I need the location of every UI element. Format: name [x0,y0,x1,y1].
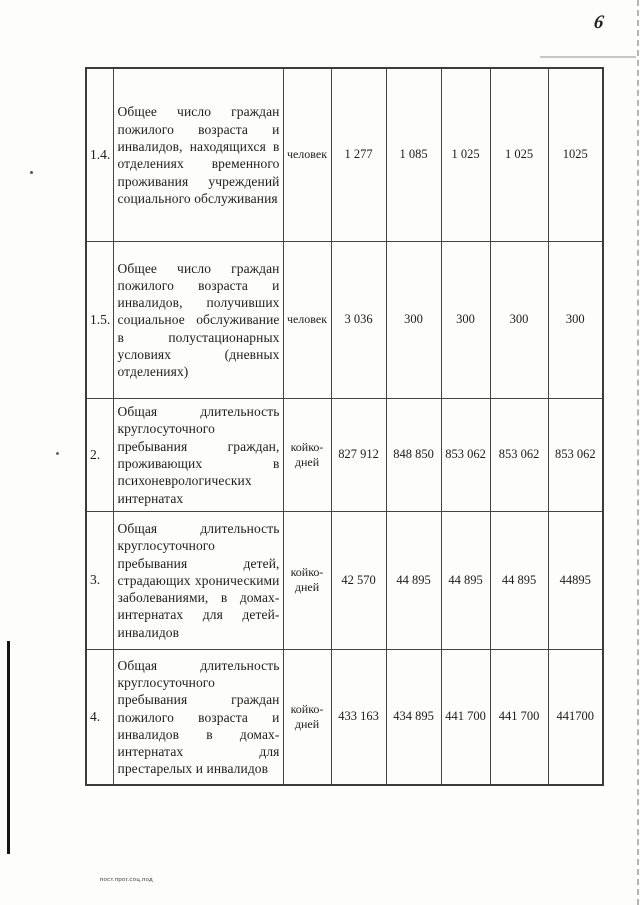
value-cell: 44 895 [386,511,441,649]
description-cell: Общая длительность круглосуточного пребывания граждан, проживающих в психоневрологических интернатах [113,398,283,511]
value-cell: 848 850 [386,398,441,511]
description-cell: Общее число граждан пожилого возраста и инвалидов, получивших социальное обслуживание в полустационарных условиях (дневных отделениях) [113,241,283,398]
description-cell: Общая длительность круглосуточного пребывания граждан пожилого возраста и инвалидов в домах-интернатах для престарелых и инвалидов [113,649,283,785]
row-number-cell: 3. [86,511,113,649]
value-cell: 441700 [548,649,603,785]
table-row [86,241,603,398]
description-cell: Общая длительность круглосуточного пребывания детей, страдающих хроническими заболеваниями, в домах-интернатах для детей-инвалидов [113,511,283,649]
value-cell: 42 570 [331,511,386,649]
scan-speck [56,452,59,455]
unit-cell: человек [283,68,331,241]
statistics-table [85,67,604,786]
value-cell: 853 062 [441,398,490,511]
value-cell: 300 [490,241,548,398]
footer-micro-stamp: пост.прог.соц.под [100,877,153,883]
value-cell: 827 912 [331,398,386,511]
table-row [86,398,603,511]
scan-margin-line [7,641,10,854]
row-number-cell: 1.5. [86,241,113,398]
value-cell: 1 025 [490,68,548,241]
scan-page-edge [637,0,639,905]
table-row [86,649,603,785]
value-cell: 44 895 [441,511,490,649]
unit-cell: человек [283,241,331,398]
value-cell: 3 036 [331,241,386,398]
unit-cell: койко-дней [283,649,331,785]
scan-streak [540,56,636,58]
value-cell: 300 [548,241,603,398]
value-cell: 434 895 [386,649,441,785]
table-row [86,68,603,241]
value-cell: 44 895 [490,511,548,649]
scan-speck [30,171,33,174]
unit-cell: койко-дней [283,398,331,511]
value-cell: 853 062 [490,398,548,511]
row-number-cell: 1.4. [86,68,113,241]
value-cell: 1 085 [386,68,441,241]
value-cell: 44895 [548,511,603,649]
value-cell: 300 [386,241,441,398]
handwritten-page-number: 6 [592,12,606,33]
value-cell: 300 [441,241,490,398]
description-cell: Общее число граждан пожилого возраста и инвалидов, находящихся в отделениях временного проживания учреждений социального обслуживания [113,68,283,241]
table-row [86,511,603,649]
unit-cell: койко-дней [283,511,331,649]
value-cell: 1025 [548,68,603,241]
value-cell: 441 700 [490,649,548,785]
value-cell: 441 700 [441,649,490,785]
value-cell: 1 025 [441,68,490,241]
value-cell: 1 277 [331,68,386,241]
value-cell: 433 163 [331,649,386,785]
row-number-cell: 4. [86,649,113,785]
value-cell: 853 062 [548,398,603,511]
row-number-cell: 2. [86,398,113,511]
